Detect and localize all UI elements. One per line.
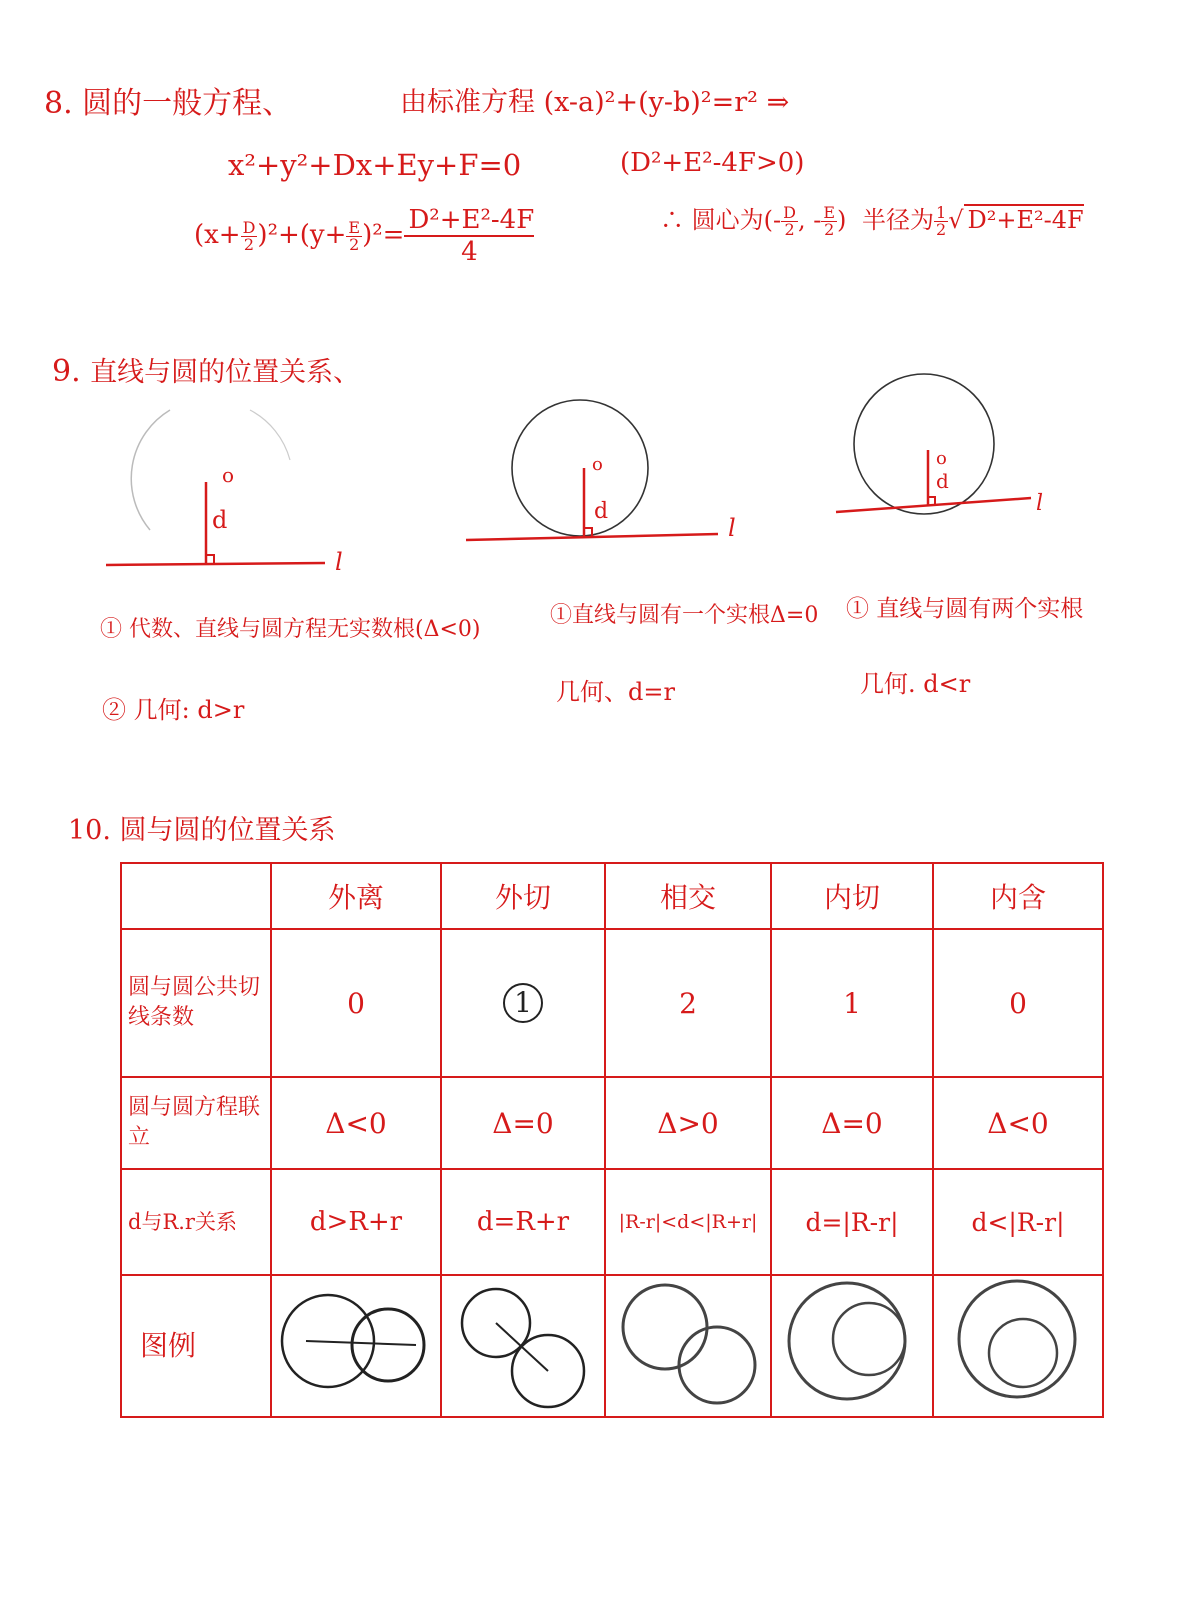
circle-a xyxy=(623,1285,707,1369)
center-frac-d: $\frac{D}{2}$ xyxy=(783,203,796,239)
circle-b xyxy=(679,1327,755,1403)
sqrt-sign-icon: √ xyxy=(948,206,964,234)
separate-circles-icon xyxy=(276,1279,436,1409)
circle-b xyxy=(989,1319,1057,1387)
col-header: 内含 xyxy=(933,863,1103,929)
center-line xyxy=(306,1341,416,1345)
general-eq-condition: (D²+E²-4F>0) xyxy=(620,148,805,178)
circle xyxy=(512,400,648,536)
section10-number: 10. xyxy=(68,815,111,846)
cs-frac-d: $\frac{D}{2}$ xyxy=(242,217,256,254)
section9-title: 直线与圆的位置关系、 xyxy=(90,357,361,388)
line-circle-separate-figure xyxy=(100,400,370,590)
radius-label: 半径为 xyxy=(862,206,935,234)
section8-number: 8. xyxy=(44,86,73,121)
table-cell: 0 xyxy=(933,929,1103,1077)
section10-title: 圆与圆的位置关系 xyxy=(119,815,336,846)
center-o-label: o xyxy=(936,448,947,469)
illustration-cell-internal-tangent xyxy=(771,1275,933,1417)
standard-eq-lead: 由标准方程 xyxy=(400,87,535,118)
cs-frac-e: $\frac{E}{2}$ xyxy=(348,217,361,254)
radius-coef: $\frac{1}{2}$ xyxy=(936,203,947,239)
table-cell: 0 xyxy=(271,929,441,1077)
table-cell: Δ=0 xyxy=(441,1077,605,1169)
illustration-cell-contained xyxy=(933,1275,1103,1417)
table-cell: d=R+r xyxy=(441,1169,605,1275)
col1-algebra-note: ① 代数、直线与圆方程无实数根(Δ<0) xyxy=(100,617,481,642)
cs-part-1: (x+ xyxy=(194,220,241,250)
row-header: 圆与圆公共切线条数 xyxy=(121,929,271,1077)
col3-algebra-note: ① 直线与圆有两个实根 xyxy=(846,596,1084,622)
table-cell: d<|R-r| xyxy=(933,1169,1103,1275)
distance-d-label: d xyxy=(594,499,609,524)
distance-d-label: d xyxy=(936,469,949,493)
table-row xyxy=(121,1275,1103,1417)
faint-circle-arc-right xyxy=(250,410,290,460)
contained-circles-icon xyxy=(943,1279,1093,1409)
external-tangent-circles-icon xyxy=(448,1279,598,1409)
col2-algebra-note: ①直线与圆有一个实根Δ=0 xyxy=(550,603,819,628)
faint-circle-arc xyxy=(131,410,170,530)
table-cell: Δ>0 xyxy=(605,1077,771,1169)
section8-title: 圆的一般方程、 xyxy=(82,86,293,121)
secant-line-l xyxy=(836,498,1031,512)
table-cell: 2 xyxy=(605,929,771,1077)
completed-square-equation xyxy=(194,205,534,267)
table-cell: d=|R-r| xyxy=(771,1169,933,1275)
col-header: 外切 xyxy=(441,863,605,929)
col-header: 内切 xyxy=(771,863,933,929)
line-l-label: l xyxy=(335,548,343,576)
col2-geometry-note: 几何、d=r xyxy=(556,678,675,706)
circle-b xyxy=(833,1303,905,1375)
cs-part-2: )²+(y+ xyxy=(257,220,347,250)
cs-part-3: )²= xyxy=(362,220,405,250)
standard-eq: (x-a)²+(y-b)²=r² ⇒ xyxy=(543,87,790,118)
section9-heading xyxy=(52,350,360,389)
circle-a xyxy=(789,1283,905,1399)
cs-frac-rhs: $\frac{\text{D²+E²-4F}}{4}$ xyxy=(404,205,534,267)
table-cell: Δ<0 xyxy=(933,1077,1103,1169)
table-cell: Δ=0 xyxy=(771,1077,933,1169)
general-equation: x²+y²+Dx+Ey+F=0 xyxy=(228,148,522,182)
radius-root: D²+E²-4F xyxy=(964,204,1084,234)
center-close: ) xyxy=(837,206,847,234)
table-cell xyxy=(441,929,605,1077)
corner-cell xyxy=(121,863,271,929)
illustration-cell-intersect xyxy=(605,1275,771,1417)
circle xyxy=(854,374,994,514)
center-o-label: o xyxy=(222,463,235,487)
col1-geometry-note: ② 几何: d>r xyxy=(102,696,245,724)
line-l-label: l xyxy=(1036,491,1044,516)
row-header: 圆与圆方程联立 xyxy=(121,1077,271,1169)
table-cell: Δ<0 xyxy=(271,1077,441,1169)
intersecting-circles-icon xyxy=(613,1279,763,1409)
distance-d-label: d xyxy=(212,506,228,534)
table-row xyxy=(121,1077,1103,1169)
tangent-line-l xyxy=(106,563,325,565)
col-header: 外离 xyxy=(271,863,441,929)
center-o-label: o xyxy=(592,454,603,475)
line-circle-intersect-figure xyxy=(836,380,1076,530)
row-header: d与R.r关系 xyxy=(121,1169,271,1275)
illustration-cell-separate xyxy=(271,1275,441,1417)
section8-heading xyxy=(44,78,292,122)
col3-geometry-note: 几何. d<r xyxy=(860,670,971,698)
table-header-row xyxy=(121,863,1103,929)
section9-number: 9. xyxy=(52,354,81,389)
circle-a xyxy=(959,1281,1075,1397)
center-and-radius xyxy=(660,200,1084,238)
center-label: ∴ 圆心为 xyxy=(660,206,764,234)
table-row xyxy=(121,929,1103,1077)
table-cell: d>R+r xyxy=(271,1169,441,1275)
table-cell: 1 xyxy=(771,929,933,1077)
standard-equation-line xyxy=(400,80,789,119)
center-sep: , - xyxy=(797,206,822,234)
circle-circle-relation-table xyxy=(120,862,1104,1418)
row-header: 图例 xyxy=(121,1275,271,1417)
section10-heading xyxy=(68,808,336,847)
center-frac-e: $\frac{E}{2}$ xyxy=(823,203,836,239)
circled-value: 1 xyxy=(503,983,543,1023)
col-header: 相交 xyxy=(605,863,771,929)
illustration-cell-external-tangent xyxy=(441,1275,605,1417)
table-cell: |R-r|<d<|R+r| xyxy=(605,1169,771,1275)
center-open: (- xyxy=(763,206,782,234)
center-line xyxy=(496,1323,548,1371)
line-circle-tangent-figure xyxy=(466,400,766,560)
line-l-label: l xyxy=(728,514,736,542)
table-row xyxy=(121,1169,1103,1275)
internal-tangent-circles-icon xyxy=(777,1279,927,1409)
